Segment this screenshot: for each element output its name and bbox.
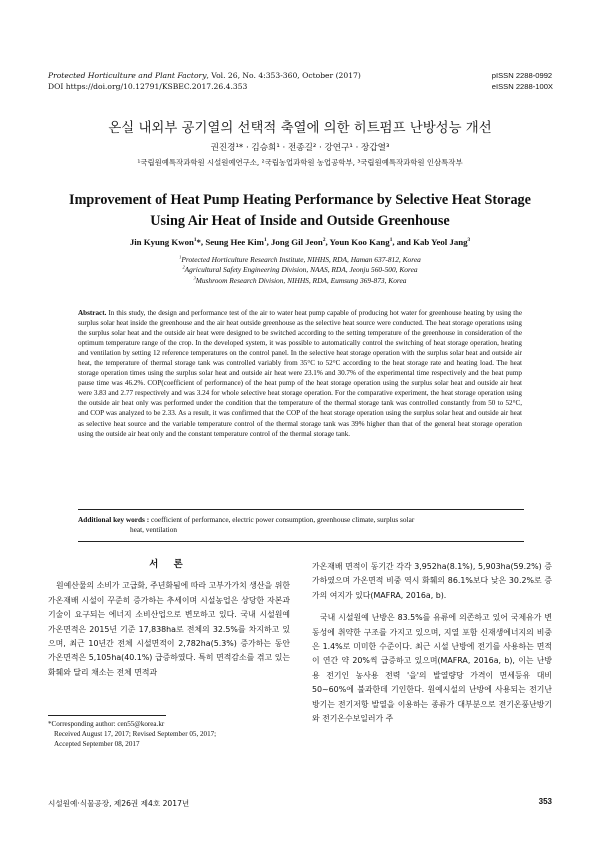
affiliation-sup: 3 bbox=[193, 275, 196, 281]
pissn: pISSN 2288-0992 bbox=[491, 71, 553, 80]
author-affil-sup: 3 bbox=[467, 237, 471, 244]
affiliation-text: Protected Horticulture Research Institute, NIHHS, RDA, Haman 637-812, Korea bbox=[181, 255, 421, 264]
intro-paragraph-1: 원예산물의 소비가 고급화, 주년화됨에 따라 고부가가치 생산을 위한 가온재배 시설이 꾸준히 증가하는 추세이며 시설농업은 상당한 자본과 기술이 요구되는 에너지 소비산업으로 변모하고 있다. 국내 시설원예 가온면적은 2015년 기준 17,838ha로 전체의 32.5%를 차지하고 있으며, 최근 10년간 전체 시설면적이 2,782ha(5.3%) 증가하는 동안 가온면적은 5,105ha(40.1%) 급증하였다. 특히 면적감소를 겪고 있는 화훼와 달리 채소는 전체 면적과 bbox=[48, 581, 290, 677]
received-date: Received August 17, 2017; Revised September 05, 2017; bbox=[54, 730, 217, 739]
author-affil-sup: 1 bbox=[193, 237, 197, 244]
journal-name: Protected Horticulture and Plant Factory bbox=[48, 71, 207, 80]
journal-header bbox=[48, 70, 361, 92]
author-name: Youn Koo Kang bbox=[329, 237, 390, 247]
affiliation-text: Agricultural Safety Engineering Division, NAAS, RDA, Jeonju 560-500, Korea bbox=[184, 265, 418, 275]
english-title-line-1: Improvement of Heat Pump Heating Performance by Selective Heat Storage bbox=[69, 192, 531, 208]
author-name: Jong Gil Jeon bbox=[271, 237, 323, 247]
affiliation-sup: 2 bbox=[182, 264, 185, 270]
keywords-bottom-rule bbox=[78, 541, 524, 542]
affiliation-text: Mushroom Research Division, NIHHS, RDA, Eumsung 369-873, Korea bbox=[195, 275, 407, 285]
author-affil-sup: 1 bbox=[389, 237, 393, 244]
abstract-label: Abstract. bbox=[78, 309, 107, 317]
keywords-top-rule bbox=[78, 509, 524, 510]
english-authors bbox=[0, 237, 600, 247]
issn-block bbox=[492, 70, 553, 92]
affiliation-line bbox=[0, 276, 600, 286]
author-separator: , bbox=[266, 237, 272, 247]
english-title bbox=[40, 190, 560, 232]
intro-paragraph-2: 국내 시설원예 난방은 83.5%를 유류에 의존하고 있어 국제유가 변동성에 취약한 구조를 가지고 있으며, 지열 포함 신재생에너지의 비중은 1.4%로 미미한 수준이다. 최근 시설 난방에 전기를 사용하는 면적이 연간 약 20%씩 급증하고 있으며(MAFRA, 2016a, b), 이는 난방용 전기인 농사용 전력 '을'의 발열량당 가격이 면세등유 대비 50~60%에 불과한데 기인한다. 원예시설의 난방에 사용되는 전기난방기는 전기저항 발열을 이용하는 종류가 대부분으로 전기온풍난방기와 전기온수보일러가 주 bbox=[312, 613, 552, 724]
affiliation-line bbox=[0, 255, 600, 265]
intro-paragraph-continued: 가온재배 면적이 동기간 각각 3,952ha(8.1%), 5,903ha(59.2%) 증가하였으며 가온면적 비중 역시 화훼의 86.1%보다 낮은 30.2%로 증가의 여지가 있다(MAFRA, 2016a, b). bbox=[312, 562, 552, 600]
section-heading: 서 론 bbox=[149, 559, 189, 570]
accepted-date: Accepted September 08, 2017 bbox=[54, 740, 140, 749]
footnote-rule bbox=[48, 715, 166, 716]
keywords-label: Additional key words : bbox=[78, 515, 150, 524]
author-corresponding-mark: * bbox=[196, 237, 201, 247]
keywords-text-2: heat, ventilation bbox=[130, 525, 178, 535]
doi-link[interactable]: DOI https://doi.org/10.12791/KSBEC.2017.26.4.353 bbox=[48, 82, 248, 91]
footnote bbox=[48, 719, 298, 750]
author-affil-sup: 2 bbox=[322, 237, 326, 244]
author-name: Jin Kyung Kwon bbox=[129, 237, 194, 247]
korean-title: 온실 내외부 공기열의 선택적 축열에 의한 히트펌프 난방성능 개선 bbox=[108, 121, 492, 136]
author-separator: , and bbox=[392, 237, 414, 247]
author-name: Kab Yeol Jang bbox=[413, 237, 468, 247]
korean-affiliations: ¹국립원예특작과학원 시설원예연구소, ²국립농업과학원 농업공학부, ³국립원예특작과학원 인삼특작부 bbox=[137, 158, 463, 167]
author-separator: , bbox=[325, 237, 330, 247]
author-separator: , bbox=[200, 237, 206, 247]
author-name: Seung Hee Kim bbox=[205, 237, 264, 247]
journal-citation: , Vol. 26, No. 4:353-360, October (2017) bbox=[206, 71, 361, 80]
korean-authors: 권진경¹* · 김승희¹ · 전종길² · 강연구¹ · 장갑열³ bbox=[210, 143, 390, 153]
page-number: 353 bbox=[538, 797, 552, 806]
keywords bbox=[78, 515, 524, 535]
corresponding-author: *Corresponding author: cen55@korea.kr bbox=[48, 720, 165, 728]
left-column bbox=[48, 558, 290, 680]
english-affiliations bbox=[0, 255, 600, 286]
affiliation-sup: 1 bbox=[179, 254, 182, 260]
keywords-text-1: coefficient of performance, electric power consumption, greenhouse climate, surplus solar bbox=[149, 515, 415, 524]
footer-journal: 시설원예·식물공장, 제26권 제4호 2017년 bbox=[48, 799, 190, 808]
affiliation-line bbox=[0, 265, 600, 275]
right-column bbox=[312, 560, 552, 726]
abstract-text: In this study, the design and performance test of the air to water heat pump capable of producing hot water for greenhouse heating by using the surplus solar heat inside the greenhouse and the air heat outside greenhouse as the selective heat source were conducted. The heat storage operations using the surplus solar heat and the outside air heat were designed to be switched according to the setting temperature of the greenhouse in consideration of the optimum temperature range of the crop. In the developed system, it was possible to automatically control the switching of heat storage operation, heating and ventilation by setting 12 reference temperatures on the control panel. In the selective heat storage operation with the surplus solar heat and outside air heat, the temperature of thermal storage tank was controlled variably from 35°C to 52°C according to the heat storage rate and heating load. The heat storage operation times using the surplus solar heat and outside air heat were 23.1% and 30.7% of the experimental time respectively and the heat pump pause time was 46.2%. COP(coefficient of performance) of the heat pump of the heat storage operation using the surplus solar heat and outside air heat were 3.83 and 2.77 respectively and was 3.24 for whole selective heat storage operation. For the comparative experiment, the heat storage operation using the outside air heat only was performed under the condition that the temperature of the thermal storage tank was controlled constantly from 50 to 52°C, and COP was analyzed to be 2.33. As a result, it was confirmed that the COP of the heat storage operation using the surplus solar heat and outside air heat as selective heat source and the variable temperature control of the thermal storage tank was 39% higher than that of the general heat storage operation using the outside air heat only and the constant temperature control of the thermal storage tank. bbox=[78, 309, 522, 438]
abstract bbox=[78, 308, 522, 439]
eissn: eISSN 2288-100X bbox=[491, 82, 553, 91]
author-affil-sup: 1 bbox=[263, 237, 267, 244]
english-title-line-2: Using Air Heat of Inside and Outside Greenhouse bbox=[150, 213, 450, 229]
